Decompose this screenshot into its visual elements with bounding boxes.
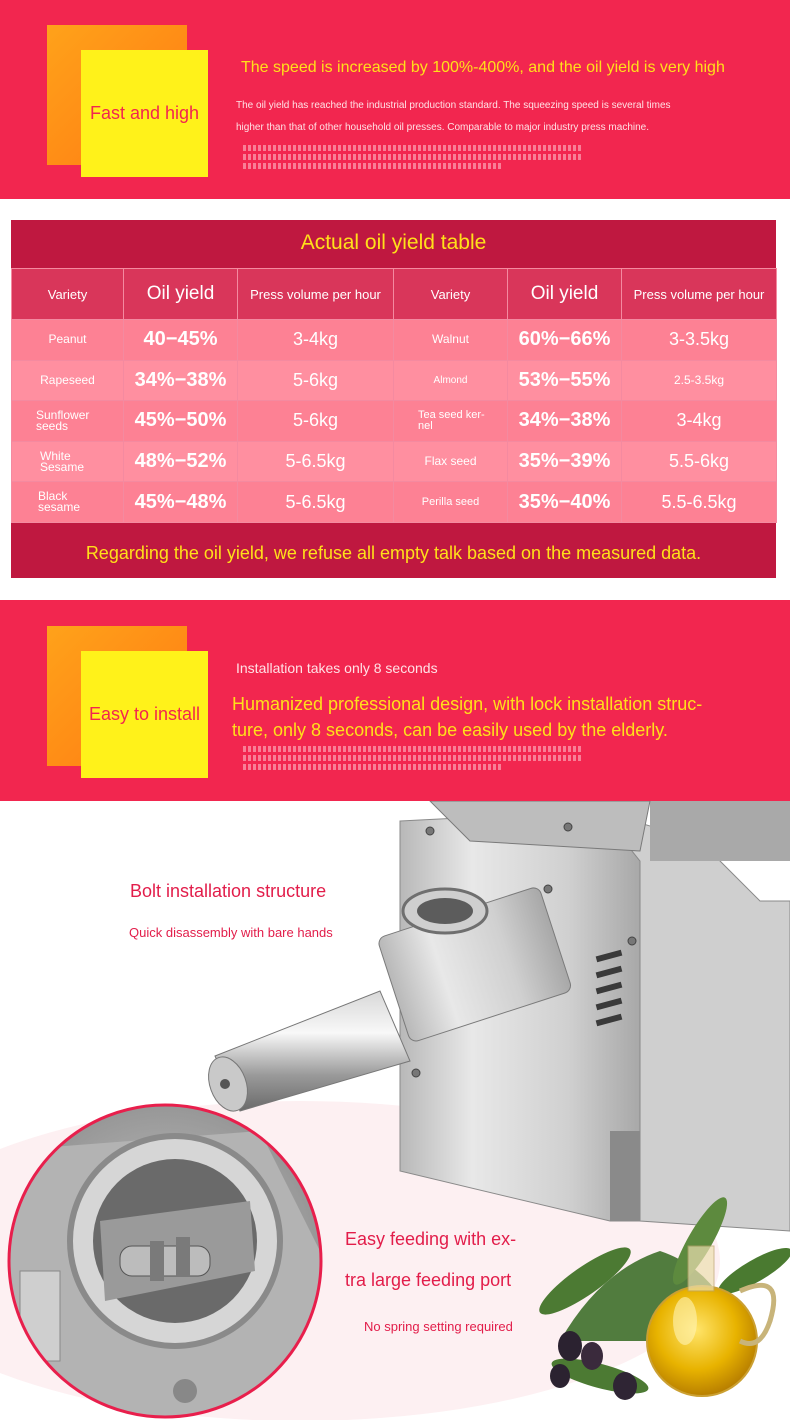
column-header-oil-yield: Oil yield [508, 269, 622, 320]
variety-cell: Peanut [12, 320, 124, 361]
table-title: Actual oil yield table [300, 231, 487, 254]
variety-cell: Walnut [394, 320, 508, 361]
install-headline-line1: Humanized professional design, with lock installation struc- [232, 694, 703, 714]
press-volume-cell: 5.5-6kg [622, 441, 777, 482]
feeding-port-subtitle: No spring setting required [364, 1319, 513, 1334]
install-time-note: Installation takes only 8 seconds [236, 660, 438, 676]
oil-yield-table-section [11, 220, 776, 578]
oil-yield-cell: 60%−66% [508, 320, 622, 361]
variety-cell: Rapeseed [12, 360, 124, 401]
table-footer-note: Regarding the oil yield, we refuse all empty talk based on the measured data. [85, 543, 702, 563]
easy-to-install-badge: Easy to install [88, 704, 201, 724]
oil-yield-cell: 45%−48% [124, 482, 238, 523]
variety-cell: Sunflower seeds [12, 401, 124, 442]
table-row [12, 360, 777, 401]
oil-yield-cell: 40−45% [124, 320, 238, 361]
speed-headline: The speed is increased by 100%-400%, and the oil yield is very high [241, 59, 725, 76]
oil-yield-table [11, 268, 777, 523]
column-header-variety: Variety [12, 269, 124, 320]
column-header-press-volume: Press volume per hour [238, 269, 394, 320]
feeding-port-title-line1: Easy feeding with ex- [345, 1229, 517, 1249]
oil-yield-cell: 34%−38% [124, 360, 238, 401]
press-volume-cell: 2.5-3.5kg [622, 360, 777, 401]
press-volume-cell: 5-6kg [238, 360, 394, 401]
speed-subtext-line2: higher than that of other household oil presses. Comparable to major industry press machine. [236, 122, 650, 133]
oil-yield-cell: 35%−39% [508, 441, 622, 482]
variety-cell: Flax seed [394, 441, 508, 482]
column-header-oil-yield: Oil yield [124, 269, 238, 320]
press-volume-cell: 3-4kg [622, 401, 777, 442]
press-volume-cell: 3-4kg [238, 320, 394, 361]
table-row [12, 441, 777, 482]
column-header-variety: Variety [394, 269, 508, 320]
variety-cell: White Sesame [12, 441, 124, 482]
table-row [12, 482, 777, 523]
table-header-row [12, 269, 777, 320]
variety-cell: Tea seed ker-nel [394, 401, 508, 442]
table-row [12, 401, 777, 442]
speed-banner [0, 0, 790, 199]
badge-yellow-square [81, 50, 208, 177]
oil-yield-cell: 45%−50% [124, 401, 238, 442]
press-volume-cell: 5.5-6.5kg [622, 482, 777, 523]
bolt-structure-subtitle: Quick disassembly with bare hands [129, 925, 333, 940]
speed-subtext-line1: The oil yield has reached the industrial production standard. The squeezing speed is several times [236, 100, 671, 111]
oil-yield-cell: 48%−52% [124, 441, 238, 482]
variety-cell: Black sesame [12, 482, 124, 523]
badge-yellow-square [81, 651, 208, 778]
variety-cell: Almond [394, 360, 508, 401]
variety-cell: Perilla seed [394, 482, 508, 523]
oil-yield-cell: 34%−38% [508, 401, 622, 442]
press-volume-cell: 5-6.5kg [238, 441, 394, 482]
decorative-fineprint [243, 746, 583, 770]
decorative-fineprint [243, 145, 583, 169]
press-volume-cell: 5-6.5kg [238, 482, 394, 523]
install-headline-line2: ture, only 8 seconds, can be easily used by the elderly. [232, 720, 668, 740]
press-volume-cell: 3-3.5kg [622, 320, 777, 361]
fast-and-high-badge: Fast and high [89, 103, 200, 123]
oil-yield-cell: 35%−40% [508, 482, 622, 523]
install-banner [0, 600, 790, 801]
press-volume-cell: 5-6kg [238, 401, 394, 442]
bolt-structure-title: Bolt installation structure [130, 881, 327, 901]
table-row [12, 320, 777, 361]
column-header-press-volume: Press volume per hour [622, 269, 777, 320]
oil-yield-cell: 53%−55% [508, 360, 622, 401]
product-photo-section [0, 801, 790, 1420]
feeding-port-title-line2: tra large feeding port [345, 1270, 512, 1290]
